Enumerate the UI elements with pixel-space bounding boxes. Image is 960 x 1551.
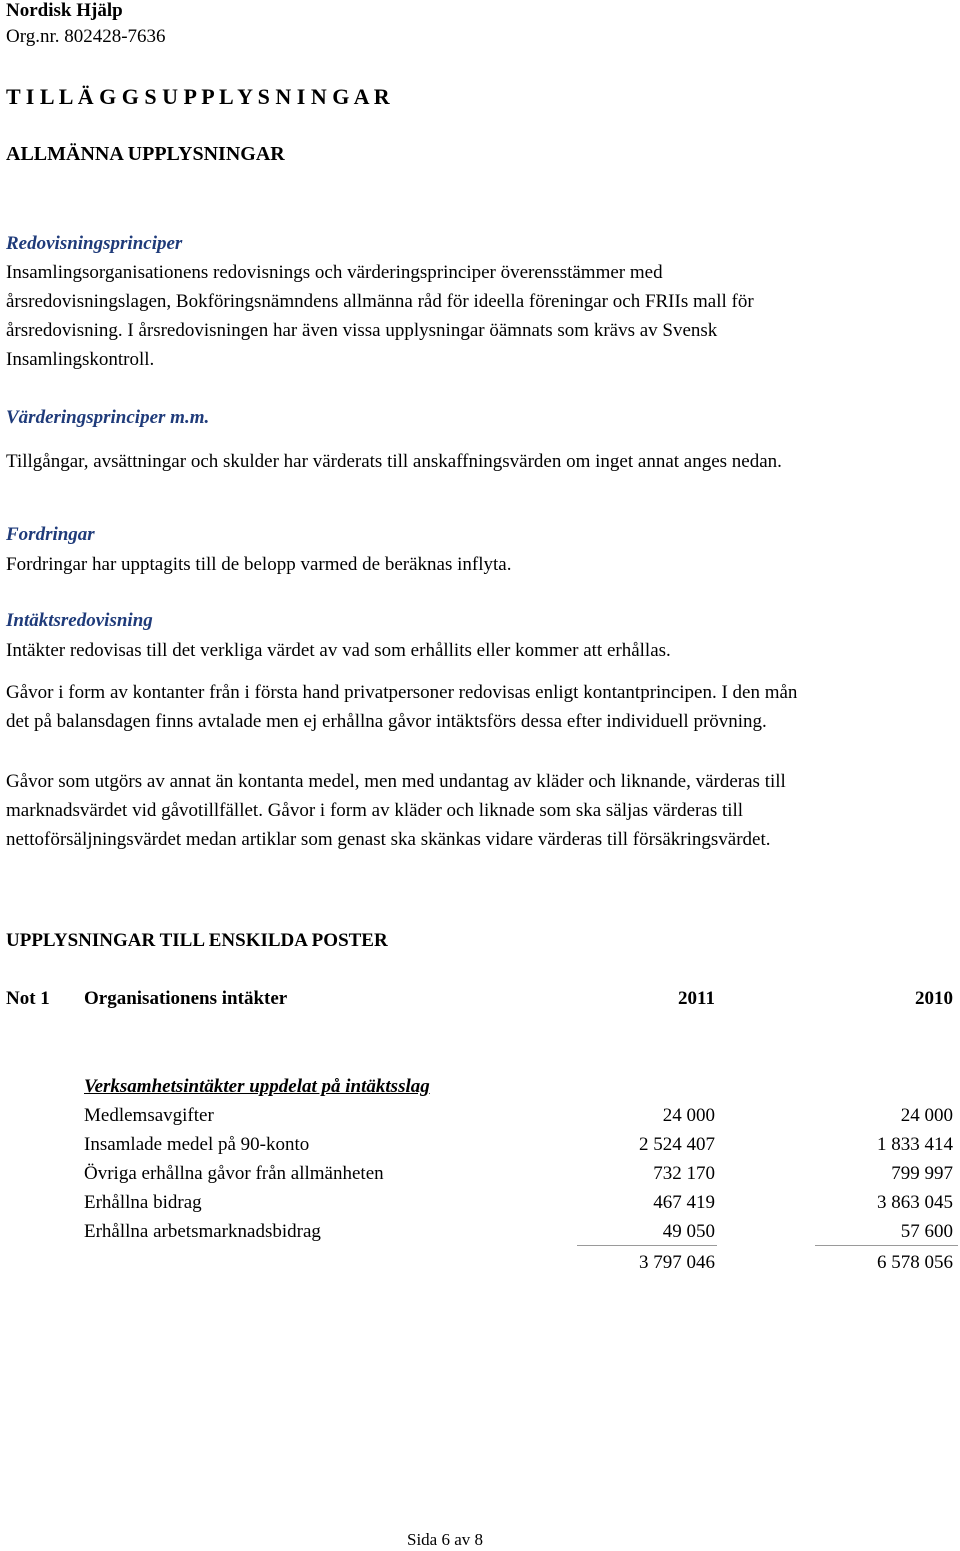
table-cell-2011: 49 050 xyxy=(662,1221,715,1242)
table-cell-2011: 732 170 xyxy=(653,1163,715,1184)
paragraph-line: Gåvor som utgörs av annat än kontanta medel, men med undantag av kläder och liknande, värderas till xyxy=(6,771,786,792)
paragraph-line: Gåvor i form av kontanter från i första hand privatpersoner redovisas enligt kontantprincipen. I den mån xyxy=(6,682,798,703)
table-row-label: Medlemsavgifter xyxy=(84,1105,214,1126)
general-info-heading: ALLMÄNNA UPPLYSNINGAR xyxy=(6,143,285,165)
table-row-label: Erhållna bidrag xyxy=(84,1192,202,1213)
sum-rule-2011 xyxy=(577,1245,717,1246)
posts-heading: UPPLYSNINGAR TILL ENSKILDA POSTER xyxy=(6,930,388,951)
table-row-label: Erhållna arbetsmarknadsbidrag xyxy=(84,1221,321,1242)
paragraph-line: årsredovisning. I årsredovisningen har även vissa upplysningar öämnats som krävs av Svensk xyxy=(6,320,718,341)
note-title: Organisationens intäkter xyxy=(84,988,288,1009)
organization-name: Nordisk Hjälp xyxy=(6,0,123,21)
table-subheading: Verksamhetsintäkter uppdelat på intäktsslag xyxy=(84,1076,430,1097)
table-cell-2010: 3 863 045 xyxy=(877,1192,953,1213)
paragraph-line: Fordringar har upptagits till de belopp varmed de beräknas inflyta. xyxy=(6,554,512,575)
table-row-label: Övriga erhållna gåvor från allmänheten xyxy=(84,1163,384,1184)
paragraph-line: Insamlingskontroll. xyxy=(6,349,155,370)
paragraph-line: Tillgångar, avsättningar och skulder har värderats till anskaffningsvärden om inget annat anges nedan. xyxy=(6,451,782,472)
table-cell-2010: 1 833 414 xyxy=(877,1134,953,1155)
total-2010: 6 578 056 xyxy=(877,1252,953,1273)
page-number: Sida 6 av 8 xyxy=(407,1530,484,1549)
year-2011-header: 2011 xyxy=(678,988,715,1009)
table-cell-2011: 2 524 407 xyxy=(639,1134,715,1155)
sum-rule-2010 xyxy=(815,1245,958,1246)
section-heading-varderingsprinciper: Värderingsprinciper m.m. xyxy=(6,407,210,428)
table-cell-2011: 24 000 xyxy=(662,1105,715,1126)
table-cell-2011: 467 419 xyxy=(653,1192,715,1213)
paragraph-line: årsredovisningslagen, Bokföringsnämndens allmänna råd för ideella föreningar och FRIIs mall för xyxy=(6,291,754,312)
paragraph-line: Insamlingsorganisationens redovisnings och värderingsprinciper överensstämmer med xyxy=(6,262,663,283)
table-cell-2010: 799 997 xyxy=(891,1163,953,1184)
organization-number: Org.nr. 802428-7636 xyxy=(6,26,166,47)
document-title: T I L L Ä G G S U P P L Y S N I N G A R xyxy=(6,84,390,109)
section-heading-fordringar: Fordringar xyxy=(6,524,95,545)
paragraph-line: det på balansdagen finns avtalade men ej erhållna gåvor intäktsförs dessa efter individuell prövning. xyxy=(6,711,767,732)
section-heading-intaktsredovisning: Intäktsredovisning xyxy=(6,610,153,631)
note-label: Not 1 xyxy=(6,988,50,1009)
paragraph-line: Intäkter redovisas till det verkliga värdet av vad som erhållits eller kommer att erhållas. xyxy=(6,640,671,661)
table-cell-2010: 57 600 xyxy=(900,1221,953,1242)
paragraph-line: nettoförsäljningsvärdet medan artiklar som genast ska skänkas vidare värderas till försäkringsvärdet. xyxy=(6,829,771,850)
paragraph-line: marknadsvärdet vid gåvotillfället. Gåvor i form av kläder och liknade som ska säljas värderas till xyxy=(6,800,744,821)
table-row-label: Insamlade medel på 90-konto xyxy=(84,1134,310,1155)
table-cell-2010: 24 000 xyxy=(900,1105,953,1126)
total-2011: 3 797 046 xyxy=(639,1252,715,1273)
year-2010-header: 2010 xyxy=(915,988,953,1009)
section-heading-redovisningsprinciper: Redovisningsprinciper xyxy=(6,233,183,254)
